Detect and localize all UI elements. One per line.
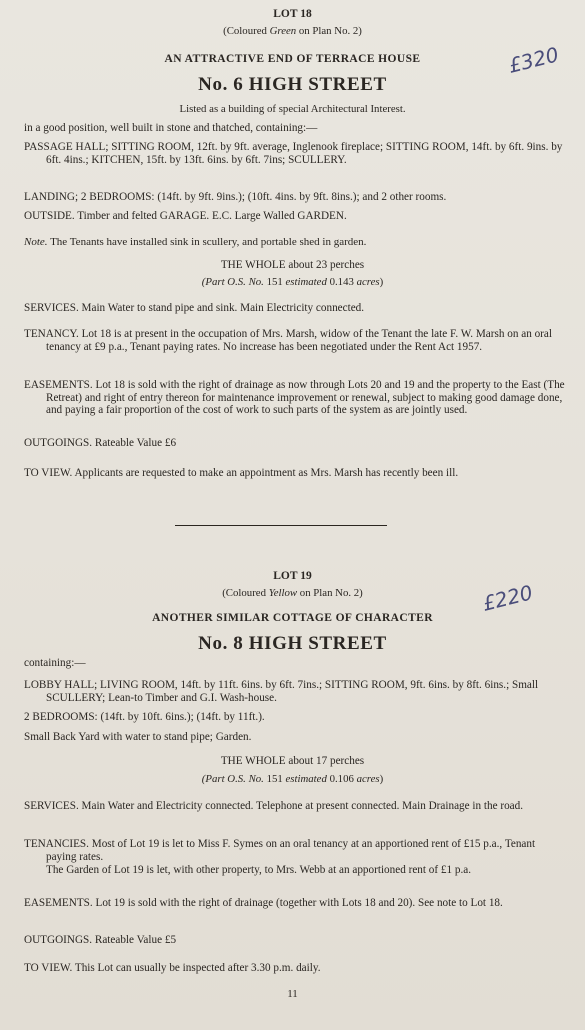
lot-19-tenancies-garden: The Garden of Lot 19 is let, with other property, to Mrs. Webb at an apportioned rent of £1 p.a. <box>46 864 472 876</box>
lot-18-address: No. 6 HIGH STREET <box>198 74 387 95</box>
lot-18-outside: OUTSIDE. Timber and felted GARAGE. E.C. Large Walled GARDEN. <box>24 210 347 222</box>
lot-19-address: No. 8 HIGH STREET <box>198 633 387 654</box>
lot-18-outgoings: OUTGOINGS. Rateable Value £6 <box>24 437 177 449</box>
lot-19-title: LOT 19 <box>273 570 312 582</box>
lot-19-easements: EASEMENTS. Lot 19 is sold with the right of drainage (together with Lots 18 and 20). See note to Lot 18. <box>24 897 503 909</box>
lot-18-rooms: PASSAGE HALL; SITTING ROOM, 12ft. by 9ft. average, Inglenook fireplace; SITTING ROOM, 14ft. by 6ft. 9ins. by 6ft. 4ins.; KITCHEN, 15ft. by 13ft. 6ins. by 6ft. 7ins; SCULLERY. <box>24 141 563 166</box>
lot-18-to-view: TO VIEW. Applicants are requested to make an appointment as Mrs. Marsh has recently been ill. <box>24 467 459 479</box>
lot-19-tenancies: TENANCIES. Most of Lot 19 is let to Miss F. Symes on an oral tenancy at an apportioned rent of £15 p.a., Tenant paying rates. <box>24 838 536 863</box>
lot-19-to-view: TO VIEW. This Lot can usually be inspected after 3.30 p.m. daily. <box>24 962 321 974</box>
handwritten-price-lot-19: £220 <box>479 580 536 616</box>
lot-19-os: (Part O.S. No. 151 estimated 0.106 acres) <box>201 773 384 785</box>
lot-19-whole: THE WHOLE about 17 perches <box>220 755 365 767</box>
lot-19-outgoings: OUTGOINGS. Rateable Value £5 <box>24 934 177 946</box>
lot-18-whole: THE WHOLE about 23 perches <box>220 259 365 271</box>
lot-18-easements: EASEMENTS. Lot 18 is sold with the right of drainage as now through Lots 20 and 19 and the property to the East (The Retreat) and right of entry thereon for maintenance improvement or renewal, subject to making good damage done, and paying a fair proportion of the cost of work to such parts of the system as are jointly used. <box>24 379 565 417</box>
lot-19-services: SERVICES. Main Water and Electricity connected. Telephone at present connected. Main Drainage in the road. <box>24 800 524 812</box>
lot-18-services: SERVICES. Main Water to stand pipe and sink. Main Electricity connected. <box>24 302 365 314</box>
lot-19-headline: ANOTHER SIMILAR COTTAGE OF CHARACTER <box>152 612 433 624</box>
lot-19-bedrooms: 2 BEDROOMS: (14ft. by 10ft. 6ins.); (14ft. by 11ft.). <box>24 711 265 723</box>
lot-18-title: LOT 18 <box>273 8 312 20</box>
handwritten-price-lot-18: £320 <box>505 42 562 78</box>
lot-18-listed: Listed as a building of special Architectural Interest. <box>179 103 406 115</box>
section-divider <box>175 525 387 526</box>
lot-18-note: Note. The Tenants have installed sink in scullery, and portable shed in garden. <box>24 236 367 248</box>
lot-18-intro: in a good position, well built in stone and thatched, containing:— <box>24 122 318 134</box>
lot-18-plan-note: (Coloured Green on Plan No. 2) <box>223 25 362 37</box>
lot-19-intro: containing:— <box>24 657 86 669</box>
lot-18-headline: AN ATTRACTIVE END OF TERRACE HOUSE <box>164 53 421 65</box>
page-number: 11 <box>287 988 298 1000</box>
lot-18-tenancy: TENANCY. Lot 18 is at present in the occupation of Mrs. Marsh, widow of the Tenant the late F. W. Marsh on an oral tenancy at £9 p.a., Tenant paying rates. No increase has been negotiated under the Rent Act 1957. <box>24 328 552 353</box>
lot-19-yard: Small Back Yard with water to stand pipe; Garden. <box>24 731 252 743</box>
lot-19-plan-note: (Coloured Yellow on Plan No. 2) <box>222 587 363 599</box>
lot-18-os: (Part O.S. No. 151 estimated 0.143 acres) <box>201 276 384 288</box>
lot-19-rooms: LOBBY HALL; LIVING ROOM, 14ft. by 11ft. 6ins. by 6ft. 7ins.; SITTING ROOM, 9ft. 6ins. by 8ft. 6ins.; Small SCULLERY; Lean-to Timber and G.I. Wash-house. <box>24 679 539 704</box>
lot-18-landing: LANDING; 2 BEDROOMS: (14ft. by 9ft. 9ins.); (10ft. 4ins. by 9ft. 8ins.); and 2 other rooms. <box>24 191 447 203</box>
